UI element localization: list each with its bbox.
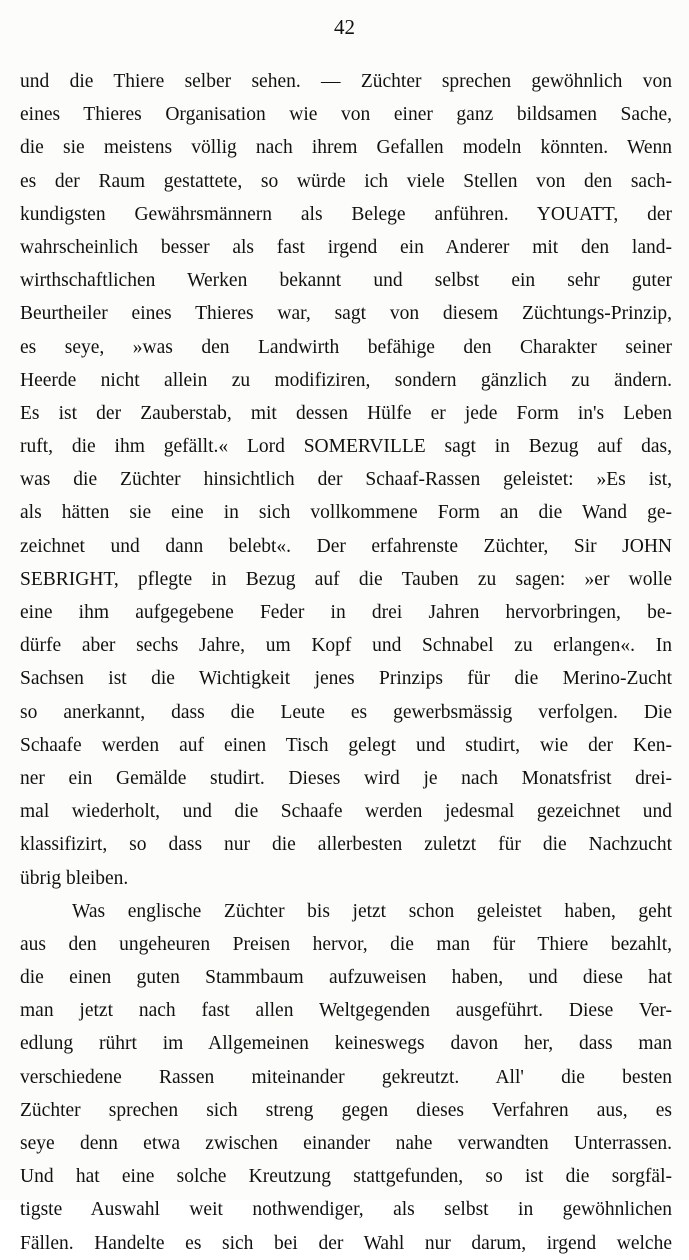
text-line: seye denn etwa zwischen einander nahe verwandten Unterrassen. — [20, 1133, 672, 1154]
text-line: wirthschaftlichen Werken bekannt und selbst ein sehr guter — [20, 270, 672, 292]
text-line: zeichnet und dann belebt«. Der erfahrenste Züchter, Sir JOHN — [20, 535, 672, 557]
text-line: Es ist der Zauberstab, mit dessen Hülfe er jede Form in's Leben — [20, 402, 672, 424]
text-line: es der Raum gestattete, so würde ich viele Stellen von den sach- — [20, 170, 672, 192]
text-line: man jetzt nach fast allen Weltgegenden ausgeführt. Diese Ver- — [20, 1000, 672, 1022]
text-line: tigste Auswahl weit nothwendiger, als selbst in gewöhnlichen — [20, 1199, 672, 1221]
text-line: Sachsen ist die Wichtigkeit jenes Prinzips für die Merino-Zucht — [20, 668, 672, 690]
text-line: Schaafe werden auf einen Tisch gelegt und studirt, wie der Ken- — [20, 734, 672, 756]
text-line: Fällen. Handelte es sich bei der Wahl nur darum, irgend welche — [20, 1232, 672, 1254]
text-line: edlung rührt im Allgemeinen keineswegs davon her, dass man — [20, 1033, 672, 1055]
text-line: klassifizirt, so dass nur die allerbesten zuletzt für die Nachzucht — [20, 834, 672, 856]
text-line: ruft, die ihm gefällt.« Lord SOMERVILLE sagt in Bezug auf das, — [20, 436, 672, 458]
text-line: ner ein Gemälde studirt. Dieses wird je nach Monatsfrist drei- — [20, 767, 672, 789]
body-text — [20, 65, 672, 1260]
paragraph-end-line: übrig bleiben. — [20, 867, 129, 889]
text-line: SEBRIGHT, pflegte in Bezug auf die Tauben zu sagen: »er wolle — [20, 568, 672, 590]
text-line: wahrscheinlich besser als fast irgend ein Anderer mit den land- — [20, 236, 672, 258]
text-line: die sie meistens völlig nach ihrem Gefallen modeln könnten. Wenn — [20, 137, 672, 159]
text-line: mal wiederholt, und die Schaafe werden jedesmal gezeichnet und — [20, 801, 672, 823]
text-line: die einen guten Stammbaum aufzuweisen haben, und diese hat — [20, 967, 672, 989]
text-line: aus den ungeheuren Preisen hervor, die man für Thiere bezahlt, — [20, 933, 672, 955]
page-number: 42 — [334, 15, 355, 39]
text-line: so anerkannt, dass die Leute es gewerbsmässig verfolgen. Die — [20, 701, 672, 723]
text-line: eines Thieres Organisation wie von einer ganz bildsamen Sache, — [20, 104, 672, 126]
text-line: dürfe aber sechs Jahre, um Kopf und Schnabel zu erlangen«. In — [20, 635, 672, 657]
text-line: kundigsten Gewährsmännern als Belege anführen. YOUATT, der — [20, 203, 672, 225]
text-line: verschiedene Rassen miteinander gekreutzt. All' die besten — [20, 1066, 672, 1088]
text-line: es seye, »was den Landwirth befähige den Charakter seiner — [20, 336, 672, 358]
text-line: eine ihm aufgegebene Feder in drei Jahren hervorbringen, be- — [20, 602, 672, 623]
text-line: Heerde nicht allein zu modifiziren, sondern gänzlich zu ändern. — [20, 369, 672, 391]
text-line: Beurtheiler eines Thieres war, sagt von diesem Züchtungs-Prinzip, — [20, 303, 672, 325]
text-line: was die Züchter hinsichtlich der Schaaf-Rassen geleistet: »Es ist, — [20, 469, 672, 491]
text-line: und die Thiere selber sehen. — Züchter sprechen gewöhnlich von — [20, 71, 672, 92]
text-line: als hätten sie eine in sich vollkommene Form an die Wand ge- — [20, 502, 672, 524]
text-line: Und hat eine solche Kreutzung stattgefunden, so ist die sorgfäl- — [20, 1166, 672, 1188]
text-line: Züchter sprechen sich streng gegen dieses Verfahren aus, es — [20, 1099, 672, 1121]
paragraph-start-line: Was englische Züchter bis jetzt schon geleistet haben, geht — [72, 900, 672, 922]
